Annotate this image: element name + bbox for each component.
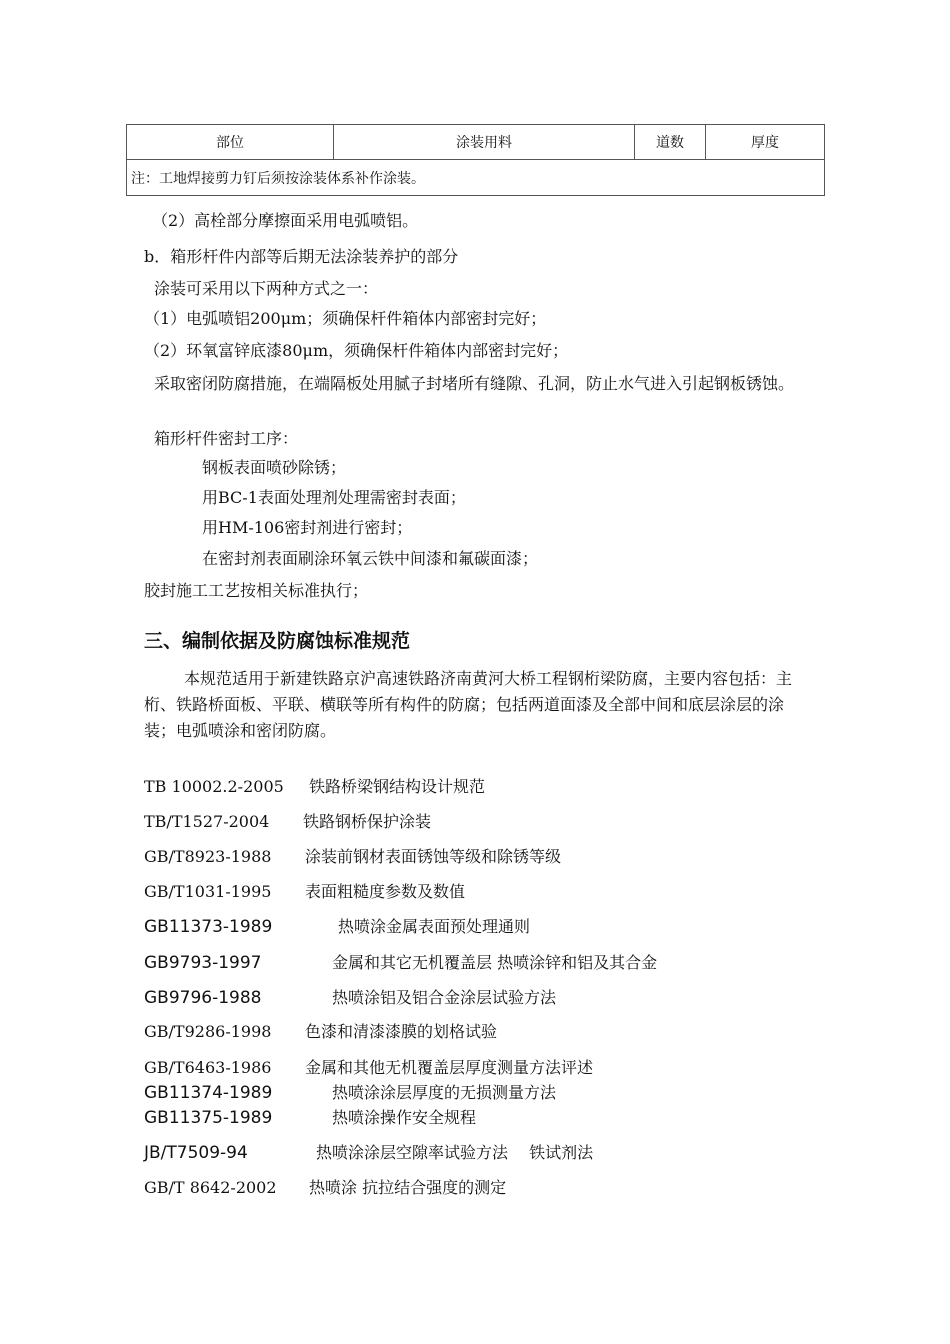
- header-coats: 道数: [635, 125, 706, 160]
- standard-item: [144, 1082, 556, 1104]
- standard-code: GB/T1031-1995: [144, 882, 272, 901]
- standard-title: 铁路桥梁钢结构设计规范: [309, 777, 486, 796]
- header-part: 部位: [127, 125, 334, 160]
- standard-title: 热喷涂铝及铝合金涂层试验方法: [332, 988, 557, 1007]
- standard-code: GB11374-1989: [144, 1083, 273, 1103]
- standard-title: 热喷涂涂层空隙率试验方法 铁试剂法: [316, 1143, 594, 1162]
- table-note: 注：工地焊接剪力钉后须按涂装体系补作涂装。: [127, 160, 825, 196]
- standard-title: 金属和其它无机覆盖层 热喷涂锌和铝及其合金: [332, 953, 658, 972]
- standard-title: 热喷涂操作安全规程: [332, 1108, 477, 1127]
- standard-title: 热喷涂涂层厚度的无损测量方法: [332, 1083, 557, 1102]
- coating-table: [126, 124, 825, 196]
- text-line: 在密封剂表面刷涂环氧云铁中间漆和氟碳面漆；: [202, 549, 539, 568]
- text-line: 用HM-106密封剂进行密封；: [202, 518, 413, 537]
- header-material: 涂装用料: [334, 125, 635, 160]
- text-line: （2）环氧富锌底漆80μm，须确保杆件箱体内部密封完好；: [144, 341, 569, 360]
- text-line: 用BC-1表面处理剂处理需密封表面；: [202, 488, 466, 507]
- standard-item: [144, 881, 465, 903]
- standard-item: [144, 916, 530, 938]
- text-line: （2）高栓部分摩擦面采用电弧喷铝。: [152, 211, 419, 230]
- standard-code: GB/T6463-1986: [144, 1058, 272, 1077]
- standard-item: [144, 1021, 497, 1043]
- standard-code: GB/T 8642-2002: [144, 1178, 277, 1197]
- standard-code: TB/T1527-2004: [144, 812, 270, 831]
- standard-item: [144, 1177, 506, 1199]
- text-line: b．箱形杆件内部等后期无法涂装养护的部分: [144, 247, 459, 266]
- standard-title: 热喷涂 抗拉结合强度的测定: [309, 1178, 507, 1197]
- standard-title: 热喷涂金属表面预处理通则: [338, 917, 531, 936]
- standard-item: [144, 1107, 476, 1129]
- standard-title: 铁路钢桥保护涂装: [303, 812, 432, 831]
- table-note-row: [127, 160, 825, 196]
- standard-title: 表面粗糙度参数及数值: [305, 882, 466, 901]
- text-line: 涂装可采用以下两种方式之一：: [154, 279, 379, 298]
- standard-item: [144, 776, 485, 798]
- text-paragraph: 采取密闭防腐措施，在端隔板处用腻子封堵所有缝隙、孔洞，防止水气进入引起钢板锈蚀。: [154, 374, 795, 393]
- section-heading: 三、编制依据及防腐蚀标准规范: [144, 630, 411, 652]
- standard-code: GB11375-1989: [144, 1108, 273, 1128]
- text-line: 胶封施工工艺按相关标准执行；: [144, 581, 369, 600]
- text-line: 箱形杆件密封工序：: [154, 429, 299, 448]
- header-thickness: 厚度: [706, 125, 825, 160]
- standard-item: [144, 1057, 593, 1079]
- standard-item: [144, 952, 657, 974]
- section-intro: 本规范适用于新建铁路京沪高速铁路济南黄河大桥工程钢桁梁防腐，主要内容包括：主桁、铁路桥面板、平联、横联等所有构件的防腐；包括两道面漆及全部中间和底层涂层的涂装；电弧喷涂和密闭防腐。: [144, 669, 793, 740]
- text-line: 钢板表面喷砂除锈；: [202, 458, 347, 477]
- standard-code: GB11373-1989: [144, 917, 273, 937]
- standard-item: [144, 811, 431, 833]
- standard-item: [144, 1142, 593, 1164]
- text-line: （1）电弧喷铝200μm；须确保杆件箱体内部密封完好；: [144, 309, 547, 328]
- table-header-row: [127, 125, 825, 160]
- standard-code: TB 10002.2-2005: [144, 777, 284, 796]
- standard-code: GB9793-1997: [144, 953, 262, 973]
- standard-code: GB/T9286-1998: [144, 1022, 272, 1041]
- standard-code: GB/T8923-1988: [144, 847, 272, 866]
- standard-title: 色漆和清漆漆膜的划格试验: [305, 1022, 498, 1041]
- standard-code: JB/T7509-94: [144, 1143, 248, 1163]
- standard-title: 金属和其他无机覆盖层厚度测量方法评述: [305, 1058, 594, 1077]
- standard-item: [144, 987, 556, 1009]
- standard-title: 涂装前钢材表面锈蚀等级和除锈等级: [305, 847, 562, 866]
- standard-code: GB9796-1988: [144, 988, 262, 1008]
- standard-item: [144, 846, 561, 868]
